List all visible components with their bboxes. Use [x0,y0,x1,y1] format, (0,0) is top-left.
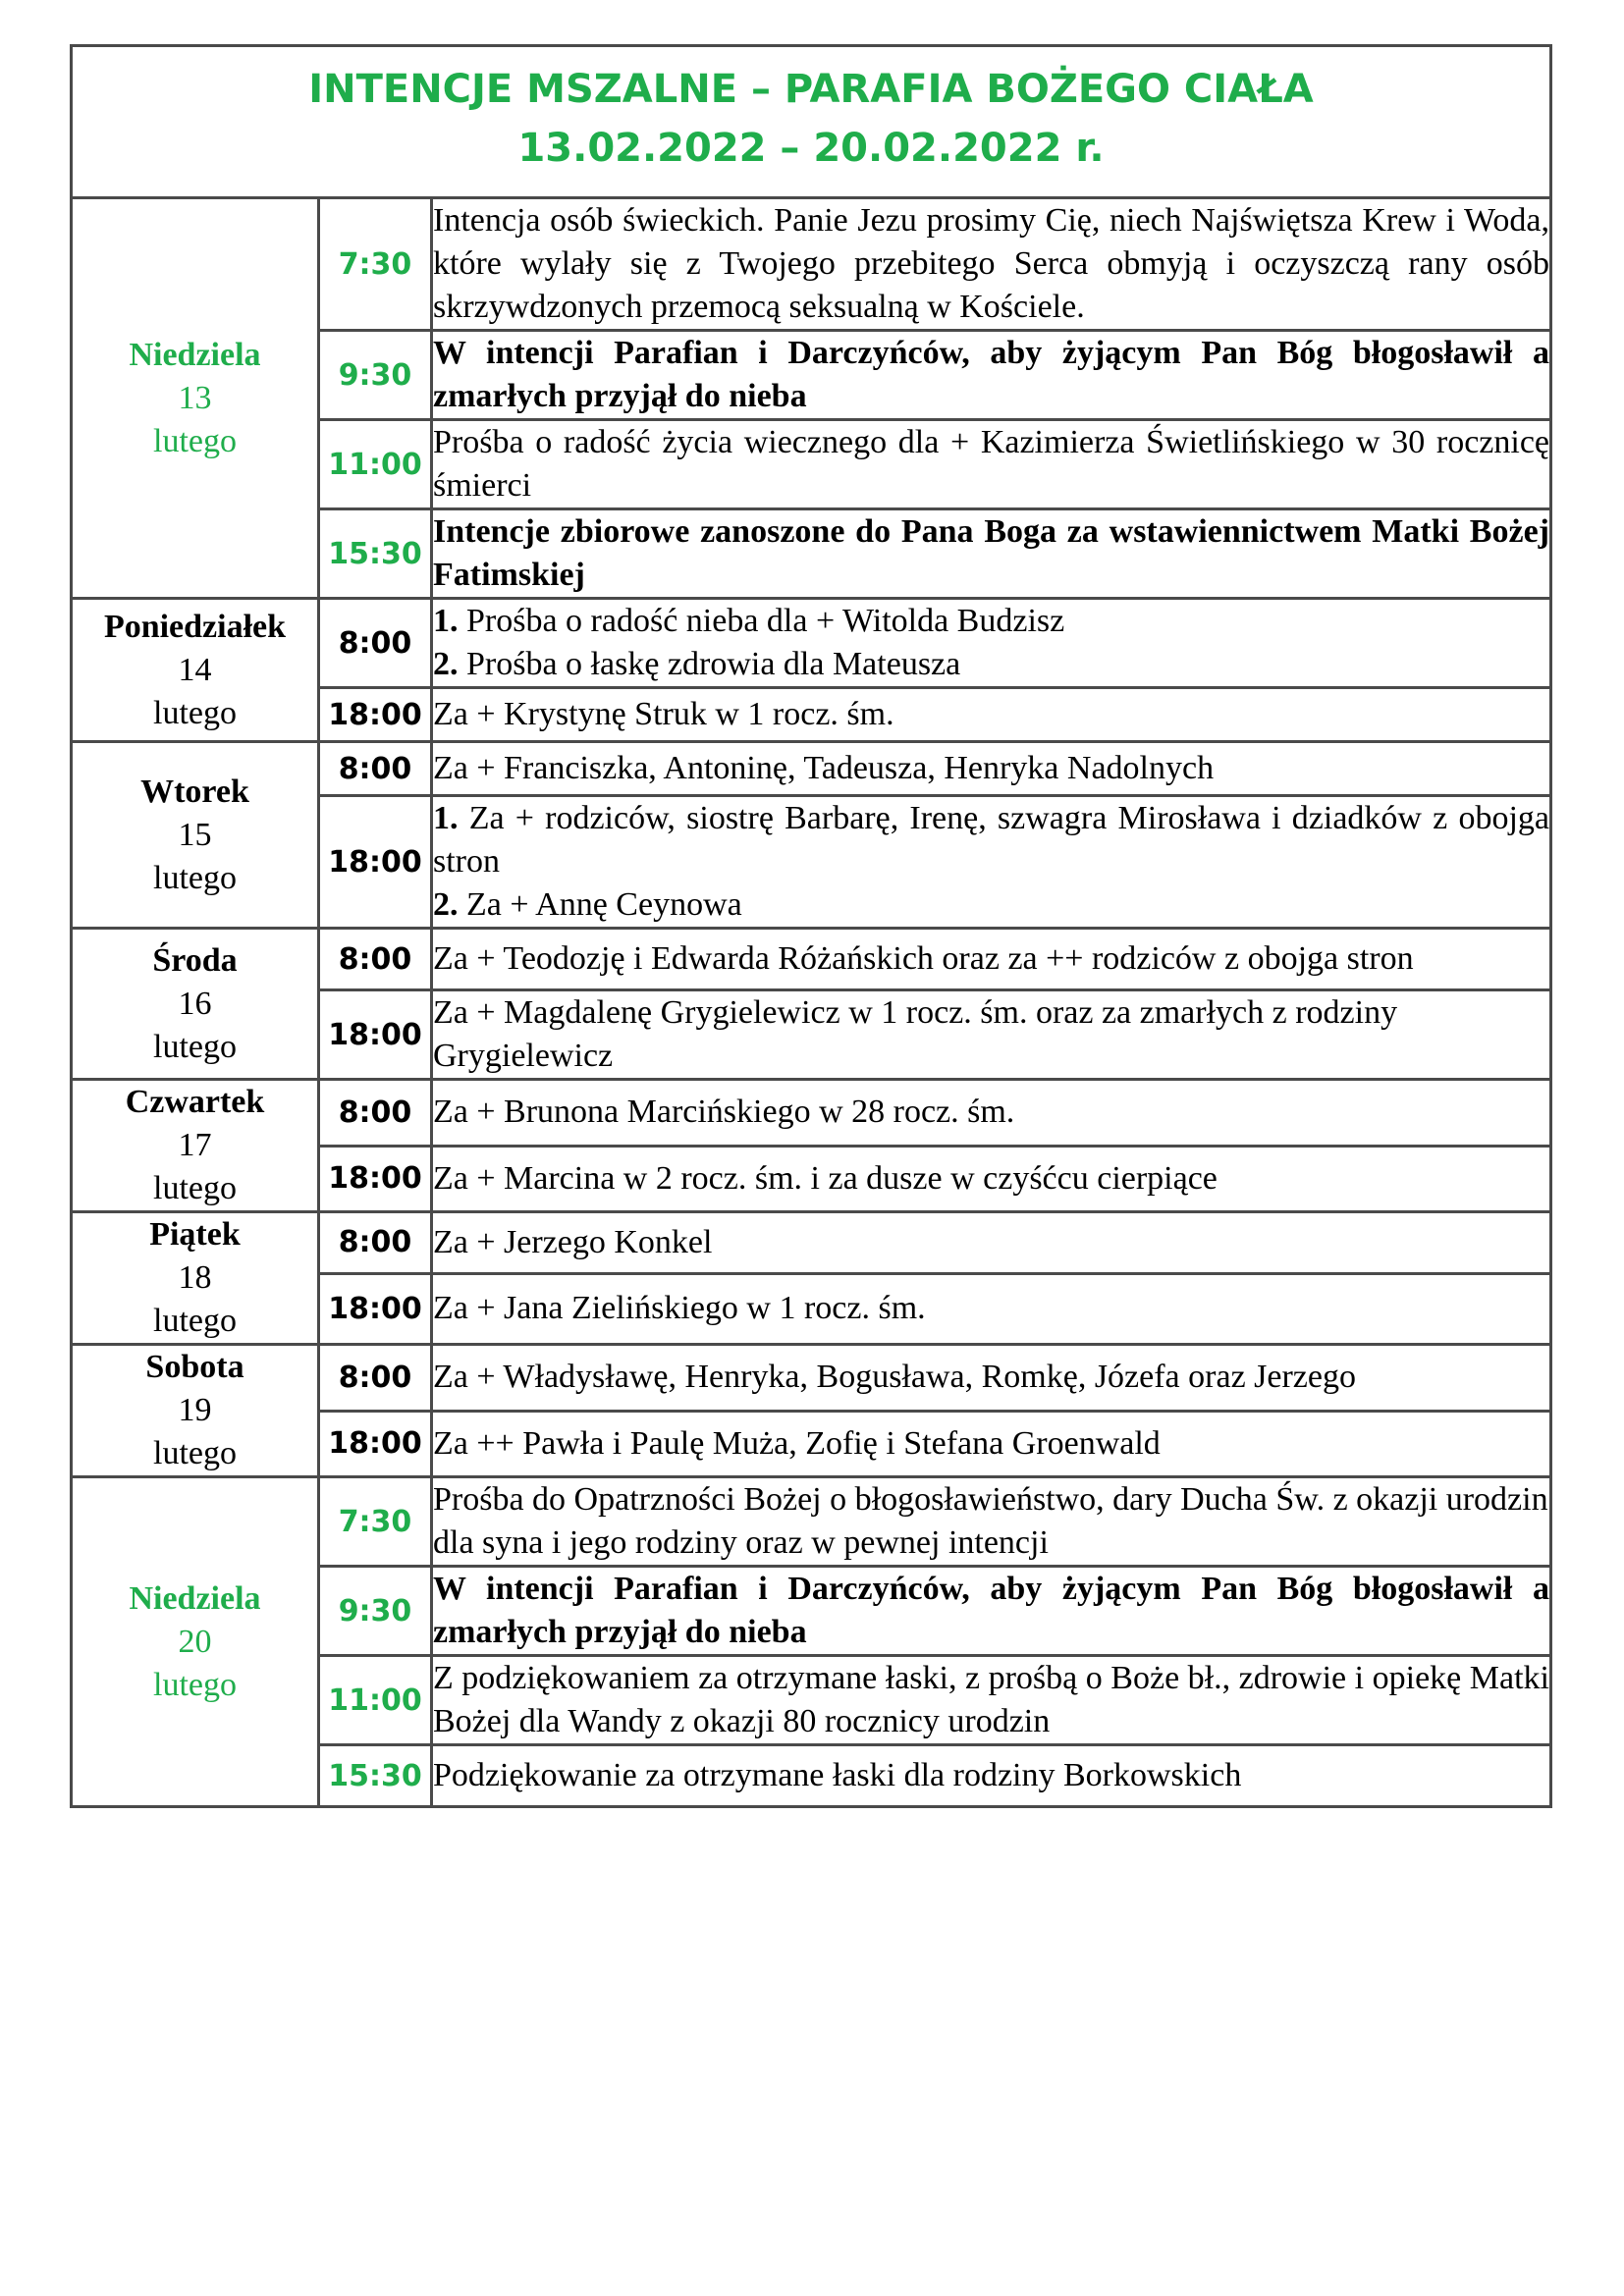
day-cell [72,929,319,1080]
mass-intention: Z podziękowaniem za otrzymane łaski, z prośbą o Boże bł., zdrowie i opiekę Matki Bożej dla Wandy z okazji 80 rocznicy urodzin [432,1656,1551,1745]
document-header [70,44,1552,196]
mass-time: 7:30 [319,1477,432,1567]
mass-intention: Za + Marcina w 2 rocz. śm. i za dusze w czyśćcu cierpiące [432,1146,1551,1212]
mass-time: 7:30 [319,198,432,331]
mass-time: 18:00 [319,1146,432,1212]
day-name: Czwartek [125,1084,265,1120]
mass-intention: Prośba o radość życia wiecznego dla + Kazimierza Świetlińskiego w 30 rocznicę śmierci [432,420,1551,509]
mass-time: 8:00 [319,599,432,688]
table-row [72,198,1551,331]
day-cell [72,599,319,742]
document-page [70,44,1552,1808]
mass-time: 11:00 [319,1656,432,1745]
table-row [72,599,1551,688]
mass-time: 11:00 [319,420,432,509]
day-month: lutego [153,694,237,731]
mass-intention: Za + Franciszka, Antoninę, Tadeusza, Henryka Nadolnych [432,742,1551,796]
day-number: 13 [178,379,212,416]
day-name: Niedziela [129,1579,261,1617]
mass-time: 15:30 [319,509,432,599]
day-month: lutego [153,422,237,459]
mass-time: 8:00 [319,929,432,990]
day-name: Piątek [149,1216,241,1253]
day-number: 18 [178,1259,212,1296]
mass-time: 18:00 [319,990,432,1080]
mass-time: 8:00 [319,742,432,796]
day-name: Wtorek [140,773,249,810]
table-row [72,1477,1551,1567]
day-cell [72,1345,319,1477]
mass-time: 9:30 [319,1567,432,1656]
list-item: 1. Za + rodziców, siostrę Barbarę, Irenę, szwagra Mirosława i dziadków z obojga stron [433,800,1549,880]
mass-intention: Za + Krystynę Struk w 1 rocz. śm. [432,688,1551,742]
mass-intention: W intencji Parafian i Darczyńców, aby żyjącym Pan Bóg błogosławił a zmarłych przyjął do nieba [432,1567,1551,1656]
day-number: 16 [178,985,212,1022]
table-row [72,1080,1551,1147]
day-cell [72,1477,319,1807]
day-month: lutego [153,1170,237,1206]
mass-time: 8:00 [319,1345,432,1412]
date-range: 13.02.2022 – 20.02.2022 r. [517,126,1105,171]
mass-intention: Za ++ Pawła i Paulę Muża, Zofię i Stefana Groenwald [432,1411,1551,1477]
table-row [72,742,1551,796]
mass-time: 15:30 [319,1745,432,1807]
day-month: lutego [153,859,237,896]
day-cell [72,198,319,599]
day-month: lutego [153,1028,237,1065]
list-item: 1. Prośba o radość nieba dla + Witolda Budzisz [433,603,1065,639]
day-cell [72,1080,319,1212]
table-row [72,1212,1551,1274]
day-number: 20 [178,1623,212,1660]
mass-intention: Intencje zbiorowe zanoszone do Pana Boga za wstawiennictwem Matki Bożej Fatimskiej [432,509,1551,599]
mass-intention: Za + Brunona Marcińskiego w 28 rocz. śm. [432,1080,1551,1147]
mass-intention: W intencji Parafian i Darczyńców, aby żyjącym Pan Bóg błogosławił a zmarłych przyjął do nieba [432,331,1551,420]
mass-intention: Podziękowanie za otrzymane łaski dla rodziny Borkowskich [432,1745,1551,1807]
day-cell [72,742,319,929]
mass-intention [432,796,1551,929]
mass-time: 18:00 [319,1273,432,1344]
mass-time: 8:00 [319,1212,432,1274]
day-number: 19 [178,1392,212,1428]
day-name: Sobota [145,1349,244,1385]
mass-time: 18:00 [319,688,432,742]
mass-intention: Za + Jana Zielińskiego w 1 rocz. śm. [432,1273,1551,1344]
day-number: 15 [178,816,212,853]
table-row [72,929,1551,990]
mass-time: 18:00 [319,796,432,929]
day-month: lutego [153,1666,237,1703]
mass-time: 18:00 [319,1411,432,1477]
mass-intention: Intencja osób świeckich. Panie Jezu prosimy Cię, niech Najświętsza Krew i Woda, które wylały się z Twojego przebitego Serca obmyją i oczyszczą rany osób skrzywdzonych przemocą seksualną w Kościele. [432,198,1551,331]
page-title: INTENCJE MSZALNE – PARAFIA BOŻEGO CIAŁA [308,67,1314,112]
mass-time: 9:30 [319,331,432,420]
mass-intention: Za + Teodozję i Edwarda Różańskich oraz za ++ rodziców z obojga stron [432,929,1551,990]
day-number: 14 [178,651,212,688]
list-item: 2. Prośba o łaskę zdrowia dla Mateusza [433,646,961,682]
table-row [72,1345,1551,1412]
mass-intention: Prośba do Opatrzności Bożej o błogosławieństwo, dary Ducha Św. z okazji urodzin dla syna i jego rodziny oraz w pewnej intencji [432,1477,1551,1567]
day-month: lutego [153,1303,237,1339]
day-number: 17 [178,1127,212,1163]
day-name: Niedziela [129,336,261,373]
mass-intention: Za + Jerzego Konkel [432,1212,1551,1274]
mass-intention: Za + Władysławę, Henryka, Bogusława, Romkę, Józefa oraz Jerzego [432,1345,1551,1412]
mass-intentions-table [70,196,1552,1808]
mass-time: 8:00 [319,1080,432,1147]
list-item: 2. Za + Annę Ceynowa [433,886,742,923]
mass-intention [432,599,1551,688]
day-name: Środa [152,941,238,979]
mass-intention: Za + Magdalenę Grygielewicz w 1 rocz. śm. oraz za zmarłych z rodziny Grygielewicz [432,990,1551,1080]
day-cell [72,1212,319,1345]
day-month: lutego [153,1435,237,1471]
day-name: Poniedziałek [103,608,287,645]
